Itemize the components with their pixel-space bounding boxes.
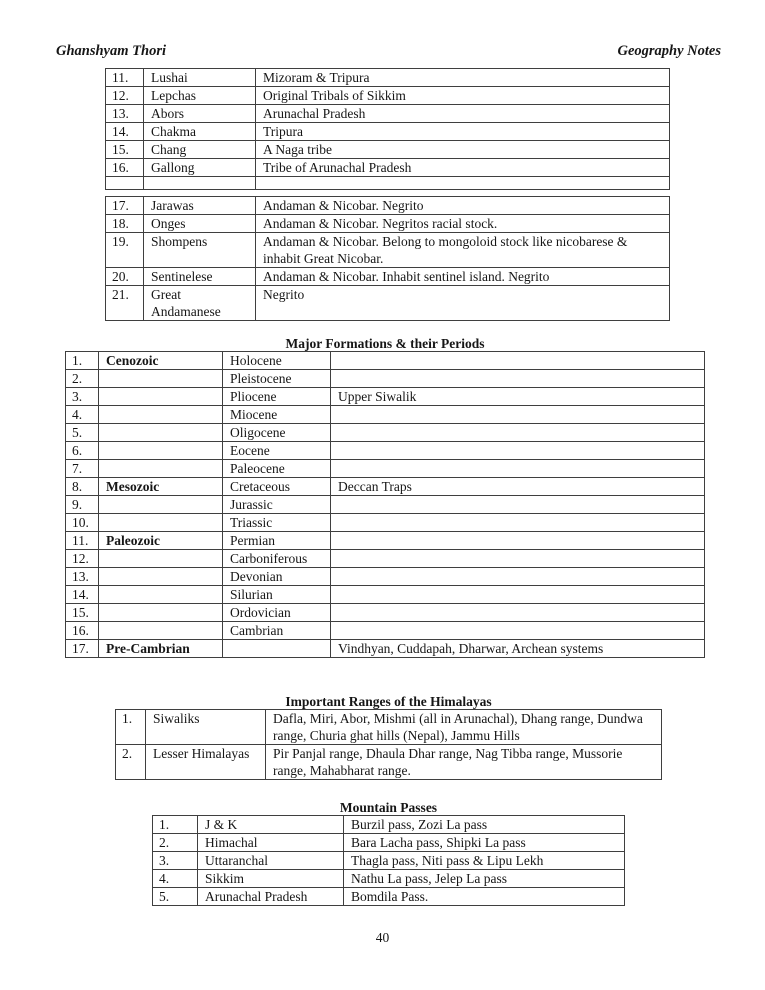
table-cell-desc: Bomdila Pass. [344,888,625,906]
table-cell-num: 16. [66,622,99,640]
table-cell-name: Sentinelese [144,268,256,286]
table-cell-period: Paleocene [223,460,331,478]
table-cell-detail: Upper Siwalik [331,388,705,406]
table-cell-detail [331,532,705,550]
table-row [153,888,625,906]
table-row [106,105,670,123]
tribes-table-andaman [105,196,670,321]
table-row [106,268,670,286]
table-cell-era [99,424,223,442]
table-cell-name: Abors [144,105,256,123]
table-cell-detail [331,406,705,424]
table-row [66,640,705,658]
table-cell-name: Lepchas [144,87,256,105]
table-cell-num: 4. [153,870,198,888]
table-cell-num: 21. [106,286,144,321]
table-row [66,622,705,640]
page-number: 40 [375,930,390,945]
table-cell-num: 19. [106,233,144,268]
table-cell-detail [331,442,705,460]
table-cell-name: Gallong [144,159,256,177]
table-cell-num: 11. [106,69,144,87]
table-cell-era [99,604,223,622]
table-cell-num: 14. [106,123,144,141]
table-cell-period: Pleistocene [223,370,331,388]
table-row [116,745,662,780]
table-cell-period: Cretaceous [223,478,331,496]
table-cell-name: Chakma [144,123,256,141]
table-cell-era [99,406,223,424]
table-row [66,604,705,622]
table-cell-detail [331,586,705,604]
himalaya-ranges-table [115,709,662,780]
table-cell-num [106,177,144,190]
table-cell-detail [331,460,705,478]
table-row [106,197,670,215]
table-cell-num: 8. [66,478,99,496]
table-row [106,177,670,190]
table-cell-detail [331,550,705,568]
table-cell-detail [331,604,705,622]
table-cell-name: Shompens [144,233,256,268]
table-cell-num: 12. [106,87,144,105]
table-cell-era [99,388,223,406]
table-cell-period: Carboniferous [223,550,331,568]
table-cell-num: 5. [153,888,198,906]
table-row [66,550,705,568]
table-row [106,286,670,321]
table-cell-era [99,442,223,460]
table-cell-name: Lesser Himalayas [146,745,266,780]
table-row [116,710,662,745]
table-cell-era [99,550,223,568]
table-cell-desc: Mizoram & Tripura [256,69,670,87]
ranges-section-title: Important Ranges of the Himalayas [285,694,492,709]
table-cell-num: 15. [106,141,144,159]
table-cell-era: Cenozoic [99,352,223,370]
table-cell-num: 7. [66,460,99,478]
table-row [66,586,705,604]
table-cell-period: Triassic [223,514,331,532]
table-cell-era [99,496,223,514]
table-cell-desc: Thagla pass, Niti pass & Lipu Lekh [344,852,625,870]
table-row [66,514,705,532]
header-author: Ghanshyam Thori [56,43,166,59]
table-cell-name: Great Andamanese [144,286,256,321]
table-row [66,460,705,478]
table-cell-desc: Negrito [256,286,670,321]
table-row [106,233,670,268]
table-cell-period: Devonian [223,568,331,586]
table-cell-num: 14. [66,586,99,604]
table-cell-num: 16. [106,159,144,177]
table-row [153,852,625,870]
table-cell-num: 9. [66,496,99,514]
table-cell-num: 13. [66,568,99,586]
table-cell-era [99,460,223,478]
table-cell-desc: Arunachal Pradesh [256,105,670,123]
table-cell-detail [331,568,705,586]
table-cell-detail: Deccan Traps [331,478,705,496]
table-cell-detail [331,352,705,370]
table-cell-name: Arunachal Pradesh [198,888,344,906]
table-cell-num: 3. [66,388,99,406]
table-cell-period: Oligocene [223,424,331,442]
table-cell-num: 12. [66,550,99,568]
table-cell-period: Ordovician [223,604,331,622]
table-cell-desc [256,177,670,190]
table-row [153,870,625,888]
table-cell-detail [331,370,705,388]
table-cell-num: 15. [66,604,99,622]
table-cell-period: Permian [223,532,331,550]
table-cell-name: Onges [144,215,256,233]
table-cell-num: 4. [66,406,99,424]
table-cell-period: Silurian [223,586,331,604]
table-cell-num: 17. [66,640,99,658]
table-row [66,532,705,550]
table-row [66,478,705,496]
table-cell-num: 3. [153,852,198,870]
table-row [66,496,705,514]
table-cell-name: Himachal [198,834,344,852]
table-cell-desc: Andaman & Nicobar. Negritos racial stock. [256,215,670,233]
table-cell-era [99,514,223,532]
table-cell-num: 2. [153,834,198,852]
table-row [153,816,625,834]
table-cell-era [99,370,223,388]
header-notes-title: Geography Notes [617,43,721,59]
table-row [106,159,670,177]
table-row [106,123,670,141]
table-row [106,141,670,159]
table-cell-num: 6. [66,442,99,460]
table-row [66,370,705,388]
table-cell-num: 10. [66,514,99,532]
table-cell-period: Holocene [223,352,331,370]
table-row [66,442,705,460]
table-cell-num: 18. [106,215,144,233]
table-cell-period: Jurassic [223,496,331,514]
table-cell-num: 2. [116,745,146,780]
table-cell-num: 11. [66,532,99,550]
table-row [66,406,705,424]
table-cell-era: Pre-Cambrian [99,640,223,658]
table-cell-desc: Nathu La pass, Jelep La pass [344,870,625,888]
table-cell-desc: Original Tribals of Sikkim [256,87,670,105]
table-row [106,215,670,233]
table-cell-desc: Dafla, Miri, Abor, Mishmi (all in Arunachal), Dhang range, Dundwa range, Churia ghat hills (Nepal), Jammu Hills [266,710,662,745]
table-cell-num: 20. [106,268,144,286]
table-row [66,388,705,406]
table-cell-period: Pliocene [223,388,331,406]
table-cell-name: Uttaranchal [198,852,344,870]
table-cell-desc: Pir Panjal range, Dhaula Dhar range, Nag Tibba range, Mussorie range, Mahabharat range. [266,745,662,780]
table-cell-period: Cambrian [223,622,331,640]
table-cell-name: Siwaliks [146,710,266,745]
tribes-table-continued [105,68,670,190]
table-cell-desc: Andaman & Nicobar. Belong to mongoloid stock like nicobarese & inhabit Great Nicobar. [256,233,670,268]
table-cell-desc: Andaman & Nicobar. Negrito [256,197,670,215]
table-cell-num: 1. [116,710,146,745]
table-row [66,568,705,586]
table-cell-detail [331,424,705,442]
table-cell-num: 5. [66,424,99,442]
table-cell-name: Lushai [144,69,256,87]
table-cell-desc: Tripura [256,123,670,141]
table-cell-detail [331,496,705,514]
table-cell-num: 13. [106,105,144,123]
table-cell-name: J & K [198,816,344,834]
table-cell-period [223,640,331,658]
table-cell-detail [331,622,705,640]
table-cell-period: Miocene [223,406,331,424]
table-row [106,87,670,105]
table-cell-name [144,177,256,190]
table-cell-detail [331,514,705,532]
table-cell-desc: Bara Lacha pass, Shipki La pass [344,834,625,852]
table-row [66,424,705,442]
table-cell-desc: Andaman & Nicobar. Inhabit sentinel island. Negrito [256,268,670,286]
table-cell-period: Eocene [223,442,331,460]
table-cell-desc: A Naga tribe [256,141,670,159]
table-cell-desc: Burzil pass, Zozi La pass [344,816,625,834]
mountain-passes-table [152,815,625,906]
table-cell-era [99,586,223,604]
table-cell-detail: Vindhyan, Cuddapah, Dharwar, Archean systems [331,640,705,658]
table-cell-num: 1. [153,816,198,834]
table-cell-desc: Tribe of Arunachal Pradesh [256,159,670,177]
table-cell-era: Paleozoic [99,532,223,550]
table-row [106,69,670,87]
formations-table [65,351,705,658]
table-cell-era [99,568,223,586]
table-row [66,352,705,370]
table-cell-name: Jarawas [144,197,256,215]
table-cell-era: Mesozoic [99,478,223,496]
table-cell-era [99,622,223,640]
table-cell-name: Chang [144,141,256,159]
table-row [153,834,625,852]
passes-section-title: Mountain Passes [339,800,438,815]
table-cell-num: 2. [66,370,99,388]
table-cell-name: Sikkim [198,870,344,888]
formations-section-title: Major Formations & their Periods [285,336,485,351]
table-cell-num: 17. [106,197,144,215]
table-cell-num: 1. [66,352,99,370]
